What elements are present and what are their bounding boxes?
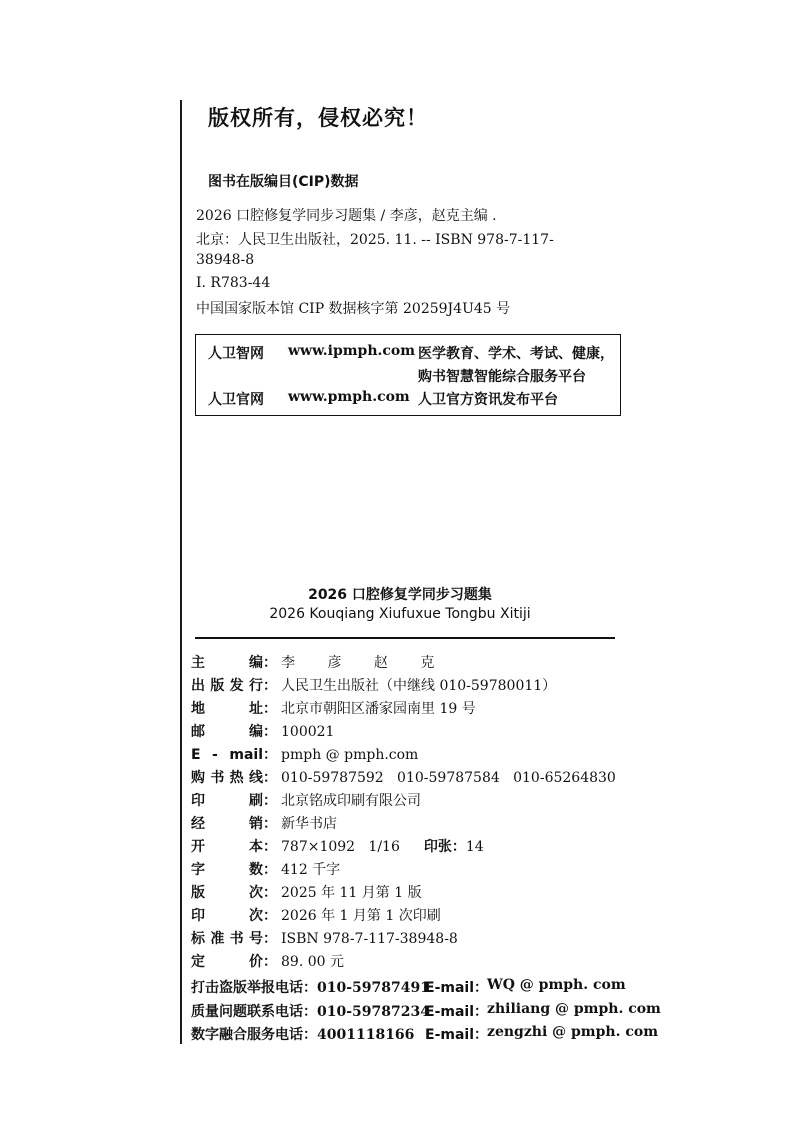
- field-value: 新华书店: [281, 816, 337, 832]
- colophon-row-words: 字数 ： 412 千字: [191, 859, 340, 879]
- colophon-row-email: E - mail ： pmph @ pmph.com: [191, 747, 419, 763]
- cip-title: 图书在版编目(CIP)数据: [208, 174, 359, 190]
- colophon-row-format: 开本 ： 787×1092 1/16 印张：14: [191, 836, 484, 856]
- field-label: 出版发行: [191, 678, 263, 694]
- report-phone: 010-59787234: [317, 1004, 430, 1020]
- sheets-field: 印张：14: [423, 839, 484, 855]
- field-value: 北京铭成印刷有限公司: [281, 793, 421, 809]
- field-label: 版次: [191, 885, 263, 901]
- cip-line: 38948-8: [196, 252, 255, 268]
- colophon-row-editor: 主编 ： 李 彦 赵 克: [191, 652, 448, 672]
- colophon-row-distributor: 经销 ： 新华书店: [191, 813, 337, 833]
- field-value: 2025 年 11 月第 1 版: [281, 885, 422, 901]
- cip-line: Ⅰ. R783-44: [196, 275, 271, 291]
- cip-line: 北京：人民卫生出版社，2025. 11. -- ISBN 978-7-117-: [196, 232, 554, 248]
- field-value[interactable]: pmph @ pmph.com: [281, 747, 419, 763]
- report-mail-label: E-mail：: [425, 980, 489, 996]
- colophon-row-printer: 印刷 ： 北京铭成印刷有限公司: [191, 790, 421, 810]
- colophon-row-publisher: 出版发行 ： 人民卫生出版社（中继线 010-59780011）: [191, 675, 556, 695]
- report-label: 质量问题联系电话：: [191, 1004, 317, 1020]
- field-value: 14: [465, 839, 484, 855]
- colophon-row-isbn: 标准书号 ： ISBN 978-7-117-38948-8: [191, 928, 458, 948]
- cip-line: 2026 口腔修复学同步习题集 / 李彦，赵克主编 .: [196, 208, 497, 224]
- report-phone: 4001118166: [317, 1027, 415, 1043]
- platform-info-box: [195, 334, 621, 416]
- field-label: 主编: [191, 655, 263, 671]
- field-label: 印张: [423, 839, 452, 855]
- field-value: ISBN 978-7-117-38948-8: [281, 931, 458, 947]
- platform-name-zhi: 人卫智网: [208, 346, 264, 362]
- report-mail[interactable]: WQ @ pmph. com: [487, 977, 626, 993]
- report-mail[interactable]: zhiliang @ pmph. com: [487, 1001, 661, 1017]
- field-label: 字数: [191, 862, 263, 878]
- field-label: 印刷: [191, 793, 263, 809]
- report-mail-label: E-mail：: [425, 1004, 489, 1020]
- divider: [195, 637, 615, 639]
- field-value: 89. 00 元: [281, 954, 344, 970]
- report-row-piracy: [191, 977, 626, 997]
- colophon-row-address: 地址 ： 北京市朝阳区潘家园南里 19 号: [191, 698, 476, 718]
- field-label: 购书热线: [191, 770, 263, 786]
- field-label: E - mail: [191, 747, 263, 763]
- report-label: 打击盗版举报电话：: [191, 980, 317, 996]
- page-margin-line: [180, 100, 182, 1044]
- field-value: 010-59787592 010-59787584 010-65264830: [281, 770, 616, 786]
- platform-url-zhi[interactable]: www.ipmph.com: [288, 343, 416, 359]
- colophon-row-edition: 版次 ： 2025 年 11 月第 1 版: [191, 882, 422, 902]
- field-value: 北京市朝阳区潘家园南里 19 号: [281, 701, 476, 717]
- field-label: 定价: [191, 954, 263, 970]
- field-label: 印次: [191, 908, 263, 924]
- report-phone: 010-59787491: [317, 980, 430, 996]
- field-value: 100021: [281, 724, 335, 740]
- field-value: 2026 年 1 月第 1 次印刷: [281, 908, 441, 924]
- platform-desc-guan: 人卫官方资讯发布平台: [418, 392, 558, 408]
- copyright-notice: 版权所有，侵权必究！: [208, 106, 428, 130]
- book-title-pinyin: 2026 Kouqiang Xiufuxue Tongbu Xitiji: [269, 606, 531, 622]
- field-label: 标准书号: [191, 931, 263, 947]
- field-label: 经销: [191, 816, 263, 832]
- report-mail[interactable]: zengzhi @ pmph. com: [487, 1024, 659, 1040]
- field-value: 412 千字: [281, 862, 341, 878]
- field-label: 地址: [191, 701, 263, 717]
- book-title: 2026 口腔修复学同步习题集: [308, 587, 492, 603]
- platform-desc-zhi: 购书智慧智能综合服务平台: [418, 369, 586, 385]
- platform-name-guan: 人卫官网: [208, 392, 264, 408]
- report-row-digital: [191, 1024, 659, 1044]
- field-value: 李 彦 赵 克: [281, 655, 449, 671]
- report-mail-label: E-mail：: [425, 1027, 489, 1043]
- cip-line: 中国国家版本馆 CIP 数据核字第 20259J4U45 号: [196, 301, 511, 317]
- colophon-row-hotline: 购书热线 ： 010-59787592 010-59787584 010-65264830: [191, 767, 616, 787]
- field-label: 邮编: [191, 724, 263, 740]
- colophon-row-price: 定价 ： 89. 00 元: [191, 951, 344, 971]
- platform-url-guan[interactable]: www.pmph.com: [288, 389, 410, 405]
- report-row-quality: [191, 1001, 661, 1021]
- field-value: 人民卫生出版社（中继线 010-59780011）: [281, 678, 557, 694]
- report-label: 数字融合服务电话：: [191, 1027, 317, 1043]
- colophon-row-printing: 印次 ： 2026 年 1 月第 1 次印刷: [191, 905, 441, 925]
- platform-desc-zhi: 医学教育、学术、考试、健康，: [418, 346, 614, 362]
- colophon-row-postcode: 邮编 ： 100021: [191, 721, 334, 741]
- field-value: 787×1092 1/16: [281, 839, 400, 855]
- field-label: 开本: [191, 839, 263, 855]
